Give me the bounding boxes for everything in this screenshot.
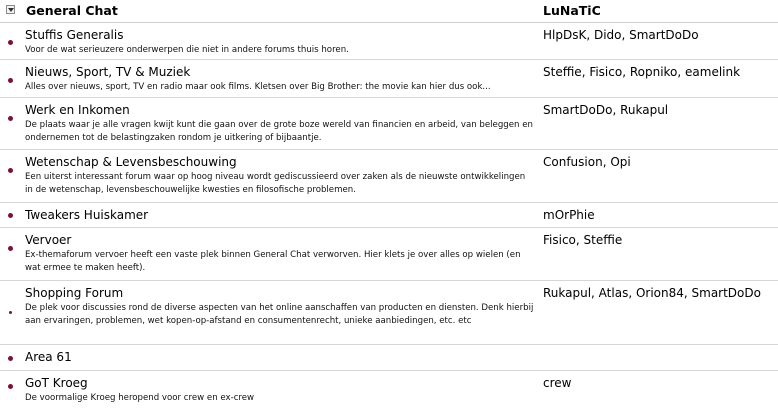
forum-moderators[interactable]: HlpDsK, Dido, SmartDoDo bbox=[543, 28, 699, 42]
forum-row bbox=[0, 150, 778, 203]
forum-bullet-icon bbox=[8, 40, 13, 45]
forum-row bbox=[0, 60, 778, 98]
forum-description: De plaats waar je alle vragen kwijt kunt die gaan over de grote boze wereld van financien en arbeid, van beleggen en ondernemen tot de belastingzaken rondom je uitkering of bijbaantje. bbox=[25, 120, 533, 143]
forum-description: Voor de wat serieuzere onderwerpen die niet in andere forums thuis horen. bbox=[25, 45, 349, 55]
forum-row bbox=[0, 203, 778, 228]
forum-row bbox=[0, 345, 778, 371]
forum-moderators[interactable]: Fisico, Steffie bbox=[543, 233, 623, 247]
forum-link[interactable]: Wetenschap & Levensbeschouwing bbox=[25, 155, 237, 169]
forum-row bbox=[0, 371, 778, 411]
forum-description: Alles over nieuws, sport, TV en radio maar ook films. Kletsen over Big Brother: the movie kan hier dus ook... bbox=[25, 82, 491, 92]
forum-description: Ex-themaforum vervoer heeft een vaste plek binnen General Chat verworven. Hier klets je over alles op wielen (en wat ermee te maken heeft). bbox=[25, 250, 521, 273]
forum-link[interactable]: Werk en Inkomen bbox=[25, 103, 130, 117]
collapse-button[interactable] bbox=[6, 5, 15, 14]
forum-description: Een uiterst interessant forum waar op hoog niveau wordt gediscussieerd over zaken als de nieuwste ontwikkelingen in de wetenschap, levensbeschouwelijke kwesties en filosofische problemen. bbox=[25, 172, 526, 195]
forum-bullet-icon bbox=[8, 168, 13, 173]
forum-bullet-icon bbox=[8, 356, 13, 361]
forum-bullet-icon bbox=[8, 213, 13, 218]
category-moderator[interactable]: LuNaTiC bbox=[543, 3, 601, 18]
forum-bullet-icon bbox=[9, 311, 12, 314]
forum-row bbox=[0, 228, 778, 281]
forum-link[interactable]: GoT Kroeg bbox=[25, 376, 88, 390]
forum-moderators[interactable]: Steffie, Fisico, Ropniko, eamelink bbox=[543, 65, 741, 79]
category-header bbox=[0, 0, 778, 23]
forum-moderators[interactable]: mOrPhie bbox=[543, 208, 595, 222]
forum-link[interactable]: Area 61 bbox=[25, 350, 72, 364]
forum-moderators[interactable]: Rukapul, Atlas, Orion84, SmartDoDo bbox=[543, 286, 761, 300]
chevron-down-icon bbox=[8, 8, 14, 12]
category-title[interactable]: General Chat bbox=[26, 3, 118, 18]
forum-row bbox=[0, 23, 778, 60]
forum-link[interactable]: Vervoer bbox=[25, 233, 72, 247]
forum-moderators[interactable]: SmartDoDo, Rukapul bbox=[543, 103, 669, 117]
forum-row bbox=[0, 98, 778, 150]
forum-bullet-icon bbox=[8, 246, 13, 251]
forum-row bbox=[0, 281, 778, 345]
forum-moderators[interactable]: Confusion, Opi bbox=[543, 155, 631, 169]
forum-bullet-icon bbox=[8, 116, 13, 121]
forum-description: De voormalige Kroeg heropend voor crew en ex-crew bbox=[25, 393, 255, 403]
forum-bullet-icon bbox=[8, 384, 13, 389]
forum-bullet-icon bbox=[8, 78, 13, 83]
forum-description: De plek voor discussies rond de diverse aspecten van het online aanschaffen van producten en diensten. Denk hierbij aan ervaringen, problemen, wet kopen-op-afstand en consumentenrecht, unieke aanbiedingen, etc. etc bbox=[25, 303, 534, 326]
forum-link[interactable]: Stuffis Generalis bbox=[25, 28, 124, 42]
forum-moderators[interactable]: crew bbox=[543, 376, 572, 390]
forum-link[interactable]: Shopping Forum bbox=[25, 286, 124, 300]
forum-link[interactable]: Nieuws, Sport, TV & Muziek bbox=[25, 65, 191, 79]
forum-link[interactable]: Tweakers Huiskamer bbox=[25, 208, 149, 222]
